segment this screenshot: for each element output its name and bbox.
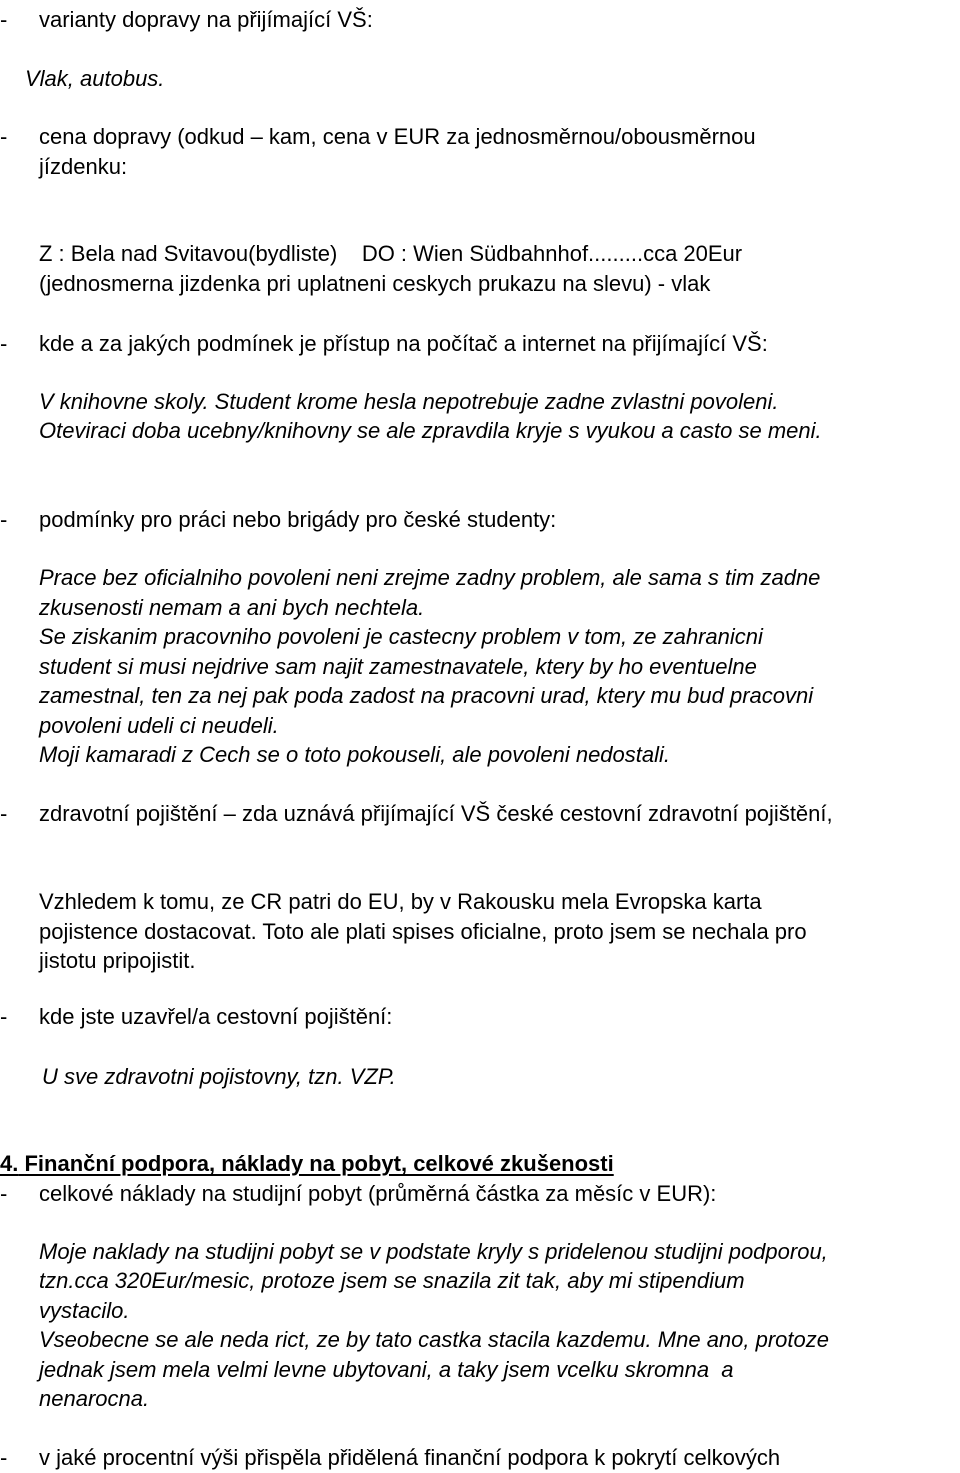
answer-work-conditions-line-3: Se ziskanim pracovniho povoleni je castecny problem v tom, ze zahranicni [39, 624, 763, 649]
question-transport-options: varianty dopravy na přijímající VŠ: [39, 7, 373, 32]
answer-health-insurance-line-2: pojistence dostacovat. Toto ale plati spises oficialne, proto jsem se nechala pro [39, 919, 807, 944]
list-dash: - [0, 801, 8, 826]
question-health-insurance: zdravotní pojištění – zda uznává přijímající VŠ české cestovní zdravotní pojištění, [39, 801, 833, 826]
question-total-costs: celkové náklady na studijní pobyt (průměrná částka za měsíc v EUR): [39, 1181, 717, 1206]
question-transport-price-line-1: cena dopravy (odkud – kam, cena v EUR za jednosměrnou/obousměrnou [39, 124, 756, 149]
list-dash: - [0, 1181, 8, 1206]
answer-work-conditions-line-5: zamestnal, ten za nej pak poda zadost na pracovni urad, ktery mu bud pracovni [39, 683, 814, 708]
answer-total-costs-line-1: Moje naklady na studijni pobyt se v podstate kryly s pridelenou studijni podporou, [39, 1239, 828, 1264]
question-transport-price-line-2: jízdenku: [39, 154, 128, 179]
answer-work-conditions-line-6: povoleni udeli ci neudeli. [39, 713, 279, 738]
question-work-conditions: podmínky pro práci nebo brigády pro české studenty: [39, 507, 557, 532]
answer-total-costs-line-2: tzn.cca 320Eur/mesic, protoze jsem se snazila zit tak, aby mi stipendium [39, 1268, 745, 1293]
list-dash: - [0, 124, 8, 149]
answer-work-conditions-line-4: student si musi nejdrive sam najit zamestnavatele, ktery by ho eventuelne [39, 654, 757, 679]
answer-total-costs-line-6: nenarocna. [39, 1386, 150, 1411]
answer-total-costs-line-4: Vseobecne se ale neda rict, ze by tato castka stacila kazdemu. Mne ano, protoze [39, 1327, 830, 1352]
answer-work-conditions-line-7: Moji kamaradi z Cech se o toto pokouseli, ale povoleni nedostali. [39, 742, 671, 767]
section-title: Finanční podpora, náklady na pobyt, celkové zkušenosti [24, 1151, 614, 1176]
answer-computer-access-line-2: Oteviraci doba ucebny/knihovny se ale zpravdila kryje s vyukou a casto se meni. [39, 418, 822, 443]
question-computer-access: kde a za jakých podmínek je přístup na počítač a internet na přijímající VŠ: [39, 331, 768, 356]
answer-transport-options: Vlak, autobus. [25, 66, 165, 91]
list-dash: - [0, 7, 8, 32]
question-insurance-where: kde jste uzavřel/a cestovní pojištění: [39, 1004, 393, 1029]
answer-total-costs-line-5: jednak jsem mela velmi levne ubytovani, a taky jsem vcelku skromna a [39, 1357, 734, 1382]
answer-computer-access-line-1: V knihovne skoly. Student krome hesla nepotrebuje zadne zvlastni povoleni. [39, 389, 779, 414]
list-dash: - [0, 507, 8, 532]
answer-work-conditions-line-2: zkusenosti nemam a ani bych nechtela. [39, 595, 425, 620]
list-dash: - [0, 331, 8, 356]
list-dash: - [0, 1004, 8, 1029]
question-support-percentage: v jaké procentní výši přispěla přidělená finanční podpora k pokrytí celkových [39, 1445, 781, 1470]
section-number: 4. [0, 1151, 19, 1176]
answer-insurance-where: U sve zdravotni pojistovny, tzn. VZP. [42, 1064, 396, 1089]
answer-total-costs-line-3: vystacilo. [39, 1298, 130, 1323]
answer-transport-price-line-2: (jednosmerna jizdenka pri uplatneni ceskych prukazu na slevu) - vlak [39, 271, 711, 296]
answer-health-insurance-line-1: Vzhledem k tomu, ze CR patri do EU, by v Rakousku mela Evropska karta [39, 889, 762, 914]
answer-transport-price-line-1: Z : Bela nad Svitavou(bydliste) DO : Wien Südbahnhof.........cca 20Eur [39, 241, 743, 266]
answer-work-conditions-line-1: Prace bez oficialniho povoleni neni zrejme zadny problem, ale sama s tim zadne [39, 565, 821, 590]
section-heading [0, 1153, 614, 1175]
answer-health-insurance-line-3: jistotu pripojistit. [39, 948, 196, 973]
list-dash: - [0, 1445, 8, 1470]
